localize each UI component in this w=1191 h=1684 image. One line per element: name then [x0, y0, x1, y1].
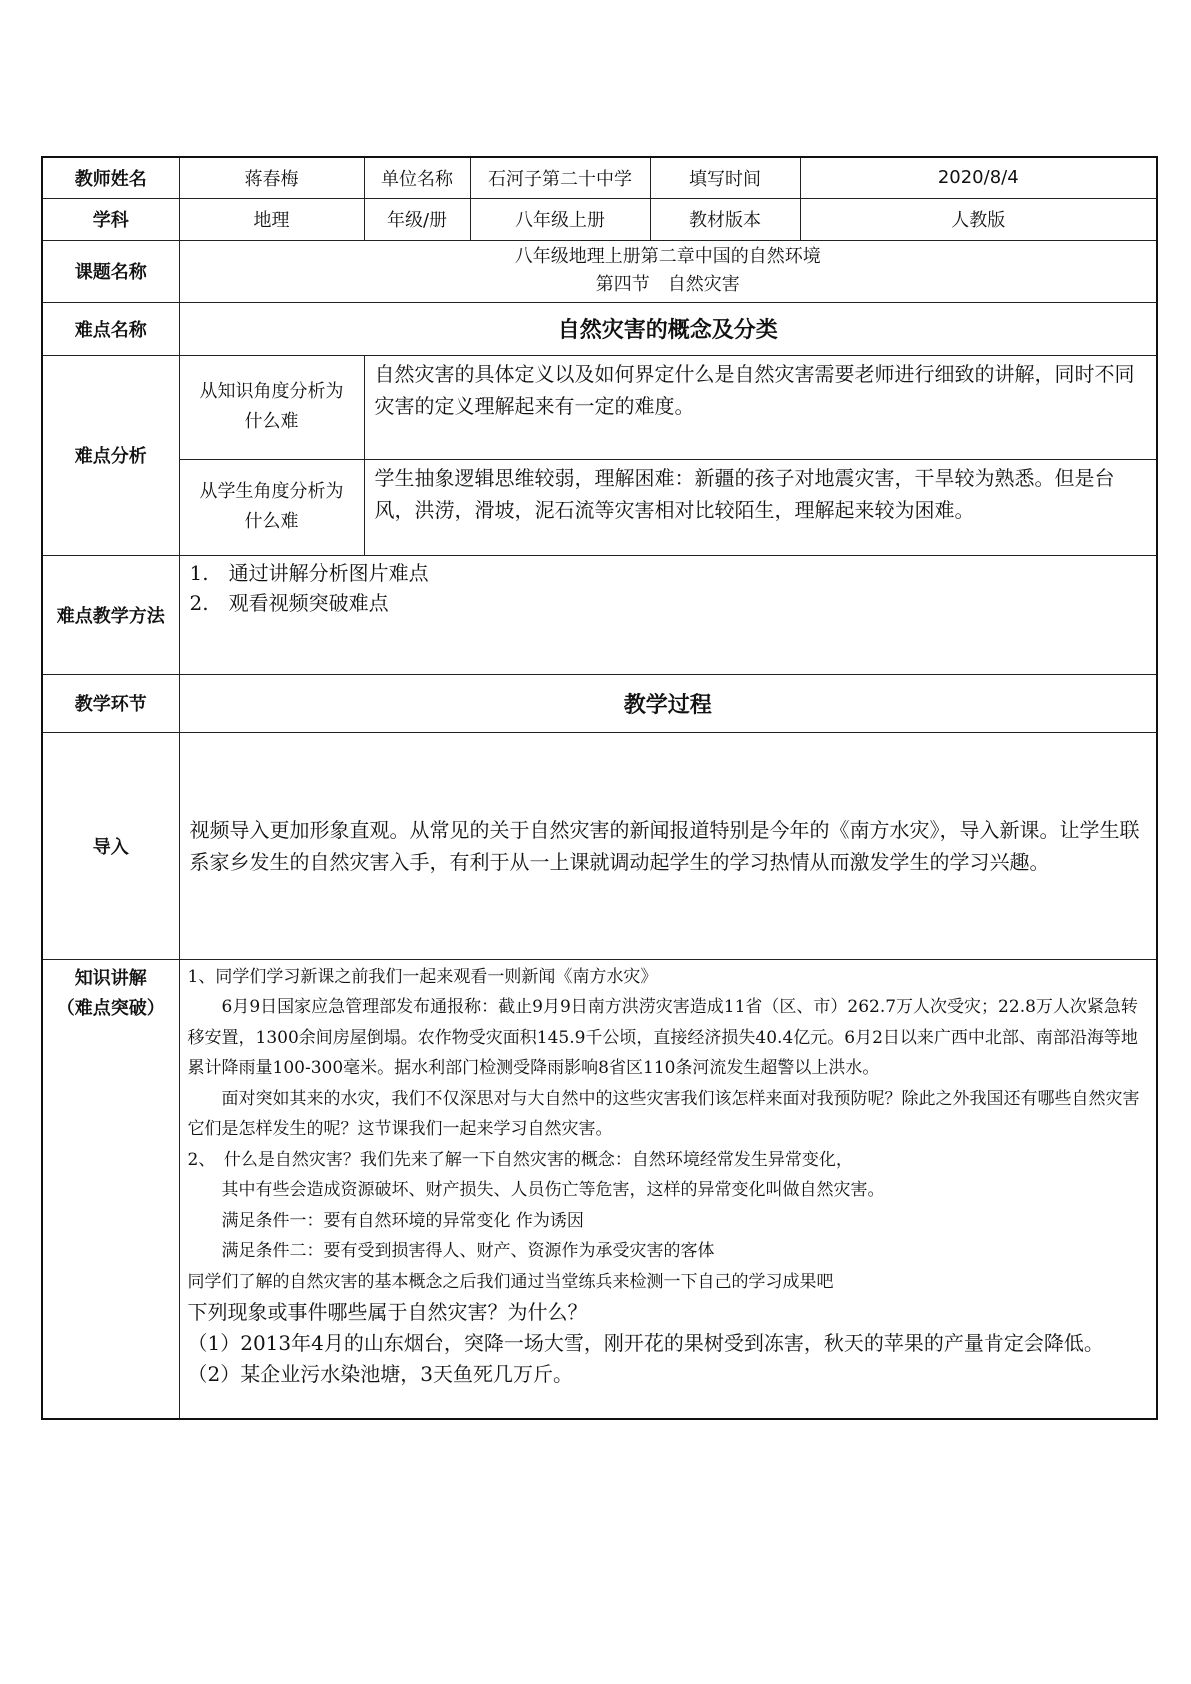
knowledge-paragraph: 满足条件一：要有自然环境的异常变化 作为诱因	[221, 1210, 584, 1231]
analysis-label: 难点分析	[42, 355, 179, 555]
time-value: 2020/8/4	[800, 157, 1157, 198]
method-list	[179, 555, 1157, 674]
knowledge-label-line-1: 知识讲解	[74, 967, 147, 989]
exercise-item: （2）某企业污水染池塘，3天鱼死几万斤。	[187, 1362, 573, 1386]
knowledge-angle-label	[179, 355, 364, 459]
intro-text: 视频导入更加形象直观。从常见的关于自然灾害的新闻报道特别是今年的《南方水灾》，导入新课。让学生联系家乡发生的自然灾害入手，有利于从一上课就调动起学生的学习热情从而激发学生的学习兴趣。	[179, 732, 1157, 959]
knowledge-angle-label-line-1: 从知识角度分析为	[199, 381, 344, 402]
teacher-value: 蒋春梅	[179, 157, 364, 198]
analysis-row-student	[42, 459, 1157, 555]
student-angle-label	[179, 459, 364, 555]
subject-value: 地理	[179, 198, 364, 240]
knowledge-paragraph: 其中有些会造成资源破坏、财产损失、人员伤亡等危害，这样的异常变化叫做自然灾害。	[221, 1180, 885, 1200]
knowledge-paragraph: 1、同学们学习新课之前我们一起来观看一则新闻《南方水灾》	[187, 966, 658, 987]
teacher-label: 教师姓名	[42, 157, 179, 198]
intro-row	[42, 732, 1157, 959]
process-label: 教学环节	[42, 674, 179, 732]
analysis-row-knowledge	[42, 355, 1157, 459]
knowledge-paragraph: 2、 什么是自然灾害？我们先来了解一下自然灾害的概念：自然环境经常发生异常变化，	[187, 1149, 853, 1170]
unit-value: 石河子第二十中学	[470, 157, 650, 198]
topic-line-2: 第四节 自然灾害	[595, 274, 740, 295]
student-angle-label-line-2: 什么难	[244, 511, 299, 532]
student-angle-text: 学生抽象逻辑思维较弱，理解困难：新疆的孩子对地震灾害，干旱较为熟悉。但是台风，洪涝，滑坡，泥石流等灾害相对比较陌生，理解起来较为困难。	[364, 459, 1157, 555]
knowledge-paragraph: 6月9日国家应急管理部发布通报称：截止9月9日南方洪涝灾害造成11省（区、市）262.7万人次受灾；22.8万人次紧急转移安置，1300余间房屋倒塌。农作物受灾面积145.9千公顷，直接经济损失40.4亿元。6月2日以来广西中北部、南部沿海等地累计降雨量100-300毫米。据水利部门检测受降雨影响8省区110条河流发生超警以上洪水。	[187, 997, 1138, 1078]
method-item: 1. 通过讲解分析图片难点	[189, 560, 429, 585]
knowledge-angle-text: 自然灾害的具体定义以及如何界定什么是自然灾害需要老师进行细致的讲解，同时不同灾害的定义理解起来有一定的难度。	[364, 355, 1157, 459]
topic-line-1: 八年级地理上册第二章中国的自然环境	[514, 246, 821, 267]
grade-value: 八年级上册	[470, 198, 650, 240]
lesson-plan-table	[41, 156, 1158, 1420]
topic-cell	[179, 240, 1157, 302]
edition-value: 人教版	[800, 198, 1157, 240]
difficulty-label: 难点名称	[42, 302, 179, 355]
method-item: 2. 观看视频突破难点	[189, 590, 389, 615]
knowledge-row	[42, 959, 1157, 1419]
info-row-2	[42, 198, 1157, 240]
unit-label: 单位名称	[364, 157, 470, 198]
topic-row	[42, 240, 1157, 302]
method-row	[42, 555, 1157, 674]
knowledge-label	[42, 959, 179, 1419]
method-label: 难点教学方法	[42, 555, 179, 674]
grade-label: 年级/册	[364, 198, 470, 240]
time-label: 填写时间	[650, 157, 800, 198]
exercise-item: （1）2013年4月的山东烟台，突降一场大雪，刚开花的果树受到冻害，秋天的苹果的产量肯定会降低。	[187, 1331, 1104, 1355]
difficulty-name: 自然灾害的概念及分类	[179, 302, 1157, 355]
exercise-question: 下列现象或事件哪些属于自然灾害？为什么？	[187, 1300, 588, 1324]
info-row-1	[42, 157, 1157, 198]
topic-label: 课题名称	[42, 240, 179, 302]
subject-label: 学科	[42, 198, 179, 240]
difficulty-row	[42, 302, 1157, 355]
knowledge-content	[179, 959, 1157, 1419]
process-row	[42, 674, 1157, 732]
edition-label: 教材版本	[650, 198, 800, 240]
knowledge-paragraph: 满足条件二：要有受到损害得人、财产、资源作为承受灾害的客体	[221, 1241, 715, 1261]
knowledge-label-line-2: （难点突破）	[56, 997, 165, 1019]
knowledge-paragraph: 同学们了解的自然灾害的基本概念之后我们通过当堂练兵来检测一下自己的学习成果吧	[187, 1271, 834, 1292]
student-angle-label-line-1: 从学生角度分析为	[199, 481, 344, 502]
process-title: 教学过程	[179, 674, 1157, 732]
intro-label: 导入	[42, 732, 179, 959]
knowledge-paragraph: 面对突如其来的水灾，我们不仅深思对与大自然中的这些灾害我们该怎样来面对我预防呢？除此之外我国还有哪些自然灾害它们是怎样发生的呢？这节课我们一起来学习自然灾害。	[187, 1088, 1140, 1139]
knowledge-angle-label-line-2: 什么难	[244, 411, 299, 432]
